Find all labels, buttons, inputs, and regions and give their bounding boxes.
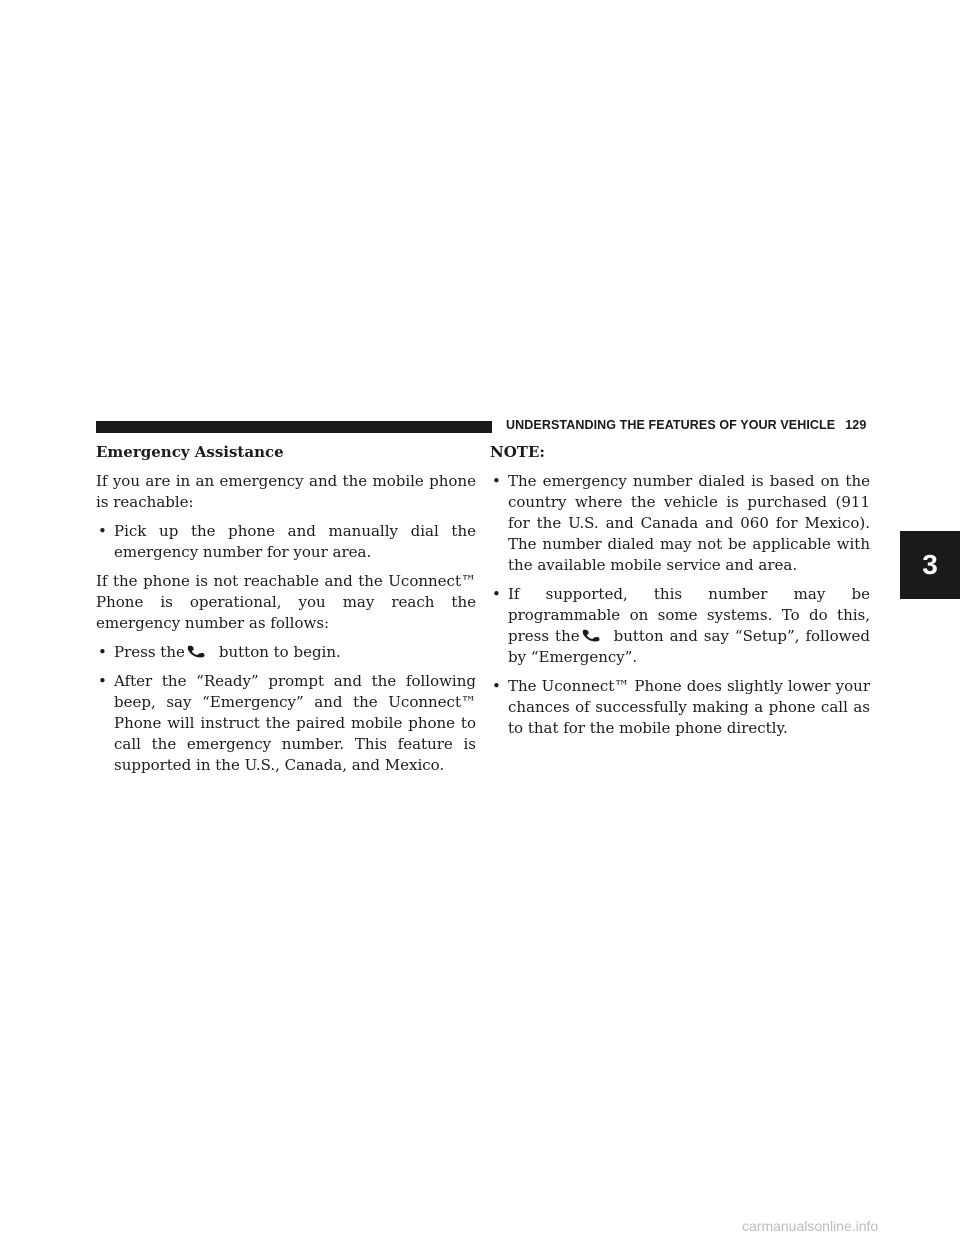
bullet-mark: • <box>98 522 107 540</box>
note-2-before: If supported, this number may be programmable on some systems. To do this, press the <box>508 585 870 645</box>
running-header <box>506 418 866 432</box>
bullet-mark: • <box>492 472 501 490</box>
paragraph-2: If the phone is not reachable and the Uconnect™ Phone is operational, you may reach the emergency number as follows: <box>96 572 476 632</box>
left-column <box>96 442 476 784</box>
bullet-mark: • <box>98 672 107 690</box>
bullet-list-1 <box>96 521 476 563</box>
list-item <box>96 642 476 663</box>
list-item-text: The Uconnect™ Phone does slightly lower your chances of successfully making a phone call as to that for the mobile phone directly. <box>508 677 870 737</box>
header-rule <box>96 421 492 433</box>
list-item-text: The emergency number dialed is based on the country where the vehicle is purchased (911 for the U.S. and Canada and 060 for Mexico). The number dialed may not be applicable with the available mobile service and area. <box>508 472 870 574</box>
right-column <box>490 442 870 747</box>
watermark: carmanualsonline.info <box>742 1218 879 1234</box>
list-item <box>96 671 476 776</box>
bullet-mark: • <box>492 677 501 695</box>
header-title: UNDERSTANDING THE FEATURES OF YOUR VEHICLE <box>506 418 836 432</box>
list-item <box>490 676 870 739</box>
phone-icon <box>581 627 613 643</box>
press-text-after: button to begin. <box>218 643 341 661</box>
note-list <box>490 471 870 739</box>
note-heading: NOTE: <box>490 443 545 461</box>
phone-icon <box>186 643 218 659</box>
list-item <box>490 471 870 576</box>
page-number: 129 <box>845 418 867 432</box>
bullet-mark: • <box>98 643 107 661</box>
bullet-list-2 <box>96 642 476 776</box>
list-item-text: After the “Ready” prompt and the following beep, say “Emergency” and the Uconnect™ Phone will instruct the paired mobile phone to call the emergency number. This feature is supported in the U.S., Canada, and Mexico. <box>114 672 476 774</box>
section-heading: Emergency Assistance <box>96 443 284 461</box>
list-item <box>96 521 476 563</box>
intro-paragraph: If you are in an emergency and the mobile phone is reachable: <box>96 472 476 511</box>
press-text-before: Press the <box>114 643 185 661</box>
list-item <box>490 584 870 668</box>
chapter-tab: 3 <box>900 531 960 599</box>
list-item-text: Pick up the phone and manually dial the emergency number for your area. <box>114 522 476 561</box>
bullet-mark: • <box>492 585 501 603</box>
note-2-after: button and say “Setup”, followed by “Emergency”. <box>508 627 870 666</box>
